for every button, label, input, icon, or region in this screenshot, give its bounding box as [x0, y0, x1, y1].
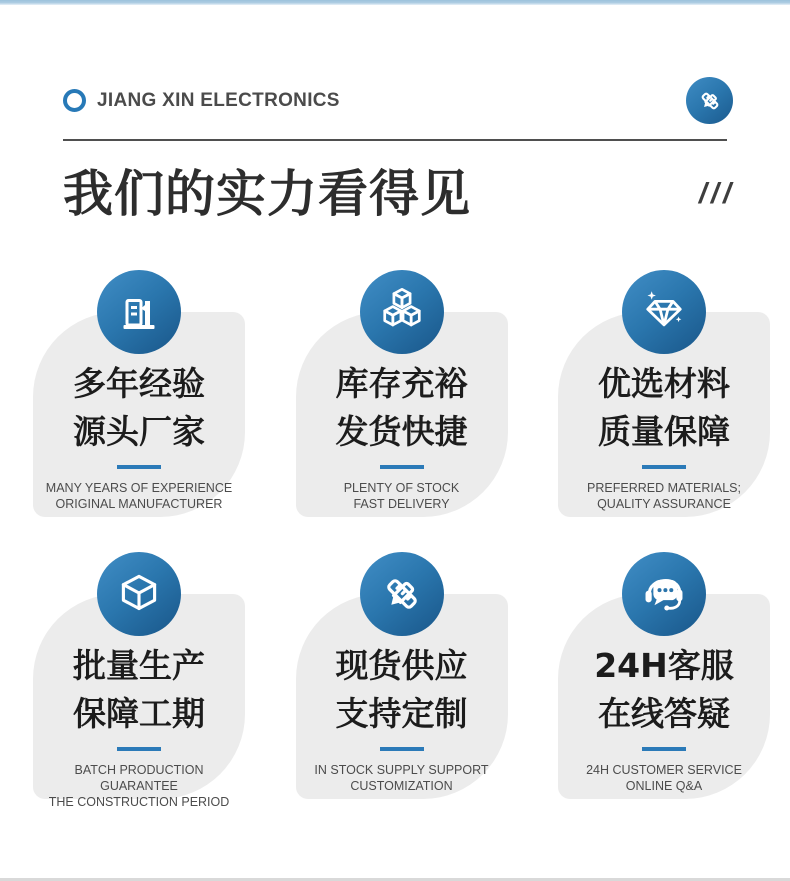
card-en-line: FAST DELIVERY	[353, 497, 450, 511]
header-divider	[63, 139, 727, 141]
headset-chat-glyph	[636, 566, 692, 622]
card-en-line: THE CONSTRUCTION PERIOD	[48, 795, 230, 809]
card-cn-line: 库存充裕	[335, 364, 468, 403]
header	[63, 77, 733, 124]
card-divider	[642, 747, 686, 751]
card-divider	[380, 747, 424, 751]
feature-card-production	[33, 552, 245, 809]
cube-icon	[97, 552, 181, 636]
card-divider	[380, 465, 424, 469]
headset-chat-icon	[622, 552, 706, 636]
cube-glyph	[113, 568, 165, 620]
card-cn-line: 24H客服	[594, 646, 734, 685]
pencil-ruler-icon	[360, 552, 444, 636]
card-en-line: BATCH PRODUCTION GUARANTEE	[74, 763, 204, 793]
card-cn-line: 源头厂家	[73, 412, 205, 451]
card-cn-line: 支持定制	[335, 694, 468, 733]
card-cn-line: 在线答疑	[598, 694, 730, 733]
card-cn-line: 现货供应	[335, 646, 468, 685]
card-en-line: QUALITY ASSURANCE	[597, 497, 731, 511]
card-en-line: ONLINE Q&A	[625, 779, 703, 793]
slashes-decoration: ///	[698, 177, 735, 210]
card-en-line: MANY YEARS OF EXPERIENCE	[45, 481, 233, 495]
feature-card-customization	[296, 552, 508, 799]
factory-glyph	[114, 287, 164, 337]
boxes-glyph	[375, 285, 429, 339]
card-divider	[117, 747, 161, 751]
card-cn-line: 发货快捷	[335, 412, 468, 451]
feature-card-service	[558, 552, 770, 799]
card-en-line: ORIGINAL MANUFACTURER	[55, 497, 223, 511]
feature-card-stock	[296, 270, 508, 517]
diamond-icon	[622, 270, 706, 354]
card-cn-line: 优选材料	[598, 364, 730, 403]
card-en-line: PREFERRED MATERIALS;	[587, 481, 741, 495]
card-divider	[642, 465, 686, 469]
brand-name: JIANG XIN ELECTRONICS	[97, 89, 340, 111]
pencil-ruler-icon	[686, 77, 733, 124]
card-cn-line: 质量保障	[598, 412, 730, 451]
card-en-line: PLENTY OF STOCK	[343, 481, 460, 495]
card-en-line: IN STOCK SUPPLY SUPPORT	[314, 763, 489, 777]
card-divider	[117, 465, 161, 469]
ring-icon	[63, 89, 86, 112]
diamond-glyph	[636, 284, 692, 340]
feature-card-experience	[33, 270, 245, 517]
pencil-ruler-glyph	[375, 567, 429, 621]
boxes-icon	[360, 270, 444, 354]
card-en-line: 24H CUSTOMER SERVICE	[586, 763, 742, 777]
card-en-line: CUSTOMIZATION	[350, 779, 453, 793]
card-cn-line: 多年经验	[73, 364, 205, 403]
feature-card-materials	[558, 270, 770, 517]
feature-grid	[33, 270, 770, 809]
top-accent-strip	[0, 0, 790, 5]
card-cn-line: 保障工期	[73, 694, 205, 733]
card-cn-line: 批量生产	[73, 646, 205, 685]
pencil-ruler-glyph	[695, 86, 725, 116]
factory-icon	[97, 270, 181, 354]
title-row	[63, 165, 735, 223]
page-title: 我们的实力看得见	[63, 165, 471, 223]
